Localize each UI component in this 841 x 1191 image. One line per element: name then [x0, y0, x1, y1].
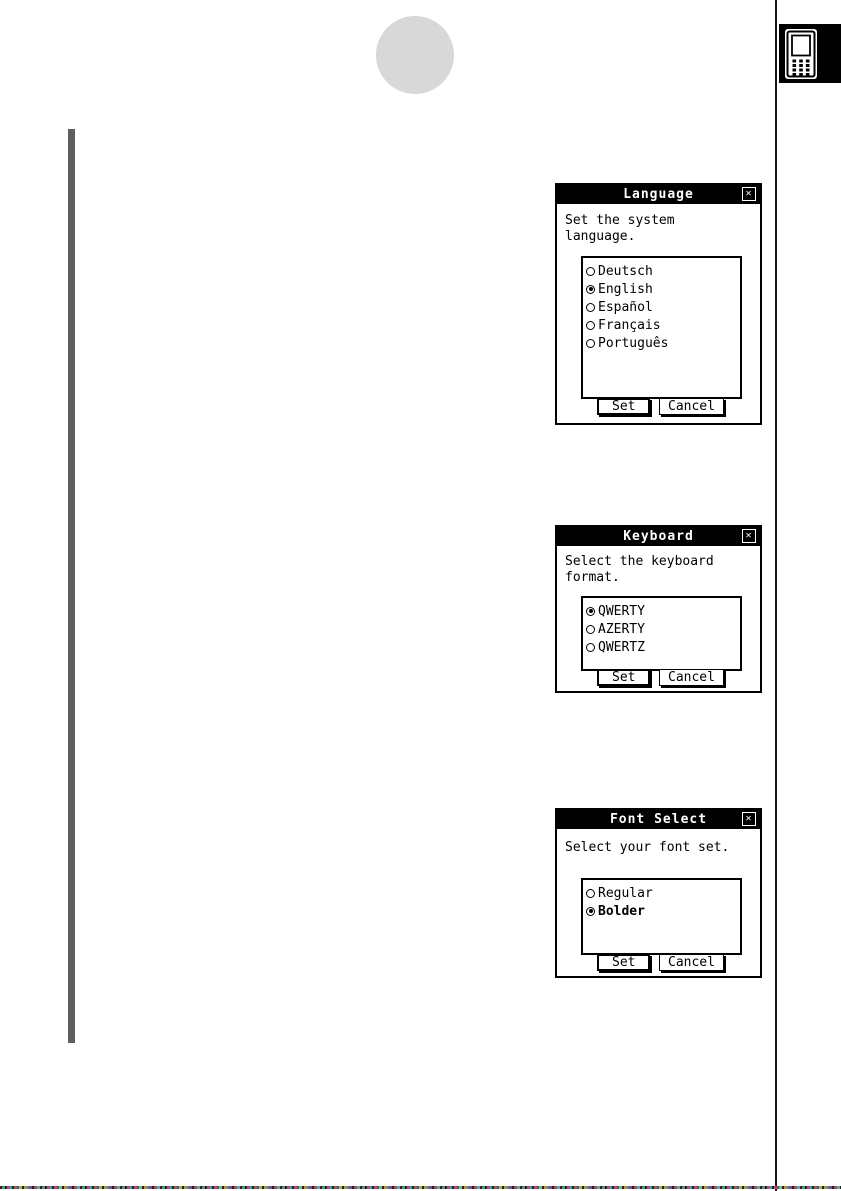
dialog-language	[555, 183, 762, 425]
option-qwertz[interactable]	[586, 638, 737, 656]
dialog-description: Select the keyboard format.	[565, 554, 714, 585]
dialog-title-bar	[557, 527, 760, 546]
dialog-title: Keyboard	[623, 529, 694, 544]
option-english[interactable]	[586, 280, 737, 298]
radio-icon	[586, 303, 595, 312]
option-label: Regular	[598, 885, 653, 901]
cancel-button[interactable]: Cancel	[659, 954, 724, 971]
left-margin-bar	[68, 129, 75, 1043]
option-label: Bolder	[598, 903, 645, 919]
option-espanol[interactable]	[586, 298, 737, 316]
close-icon[interactable]: ✕	[742, 529, 756, 543]
option-label: Español	[598, 299, 653, 315]
option-portugues[interactable]	[586, 334, 737, 352]
option-label: AZERTY	[598, 621, 645, 637]
cancel-button[interactable]: Cancel	[659, 398, 724, 415]
option-azerty[interactable]	[586, 620, 737, 638]
right-margin-rule	[775, 0, 777, 1191]
close-icon[interactable]: ✕	[742, 812, 756, 826]
dialog-title: Language	[623, 187, 694, 202]
radio-icon	[586, 285, 595, 294]
language-option-list	[581, 256, 742, 399]
close-icon[interactable]: ✕	[742, 187, 756, 201]
radio-icon	[586, 267, 595, 276]
option-label: Français	[598, 317, 661, 333]
option-label: Deutsch	[598, 263, 653, 279]
dialog-font-select	[555, 808, 762, 978]
option-label: Português	[598, 335, 669, 351]
radio-icon	[586, 321, 595, 330]
font-option-list	[581, 878, 742, 955]
dialog-title-bar	[557, 185, 760, 204]
chapter-tab	[779, 24, 841, 83]
dialog-description: Set the system language.	[565, 213, 675, 244]
option-label: QWERTZ	[598, 639, 645, 655]
radio-icon	[586, 907, 595, 916]
option-bolder[interactable]	[586, 902, 737, 920]
dialog-title-bar	[557, 810, 760, 829]
option-francais[interactable]	[586, 316, 737, 334]
radio-icon	[586, 607, 595, 616]
set-button[interactable]: Set	[597, 669, 650, 686]
option-regular[interactable]	[586, 884, 737, 902]
set-button[interactable]: Set	[597, 954, 650, 971]
dialog-title: Font Select	[609, 812, 708, 827]
cancel-button[interactable]: Cancel	[659, 669, 724, 686]
dialog-description: Select your font set.	[565, 840, 730, 855]
radio-icon	[586, 643, 595, 652]
option-qwerty[interactable]	[586, 602, 737, 620]
radio-icon	[586, 339, 595, 348]
dialog-keyboard	[555, 525, 762, 693]
option-label: English	[598, 281, 653, 297]
option-label: QWERTY	[598, 603, 645, 619]
radio-icon	[586, 889, 595, 898]
page-number-circle	[376, 16, 454, 94]
radio-icon	[586, 625, 595, 634]
set-button[interactable]: Set	[597, 398, 650, 415]
print-registration-strip	[0, 1186, 841, 1189]
calculator-icon	[785, 29, 817, 79]
keyboard-option-list	[581, 596, 742, 671]
option-deutsch[interactable]	[586, 262, 737, 280]
